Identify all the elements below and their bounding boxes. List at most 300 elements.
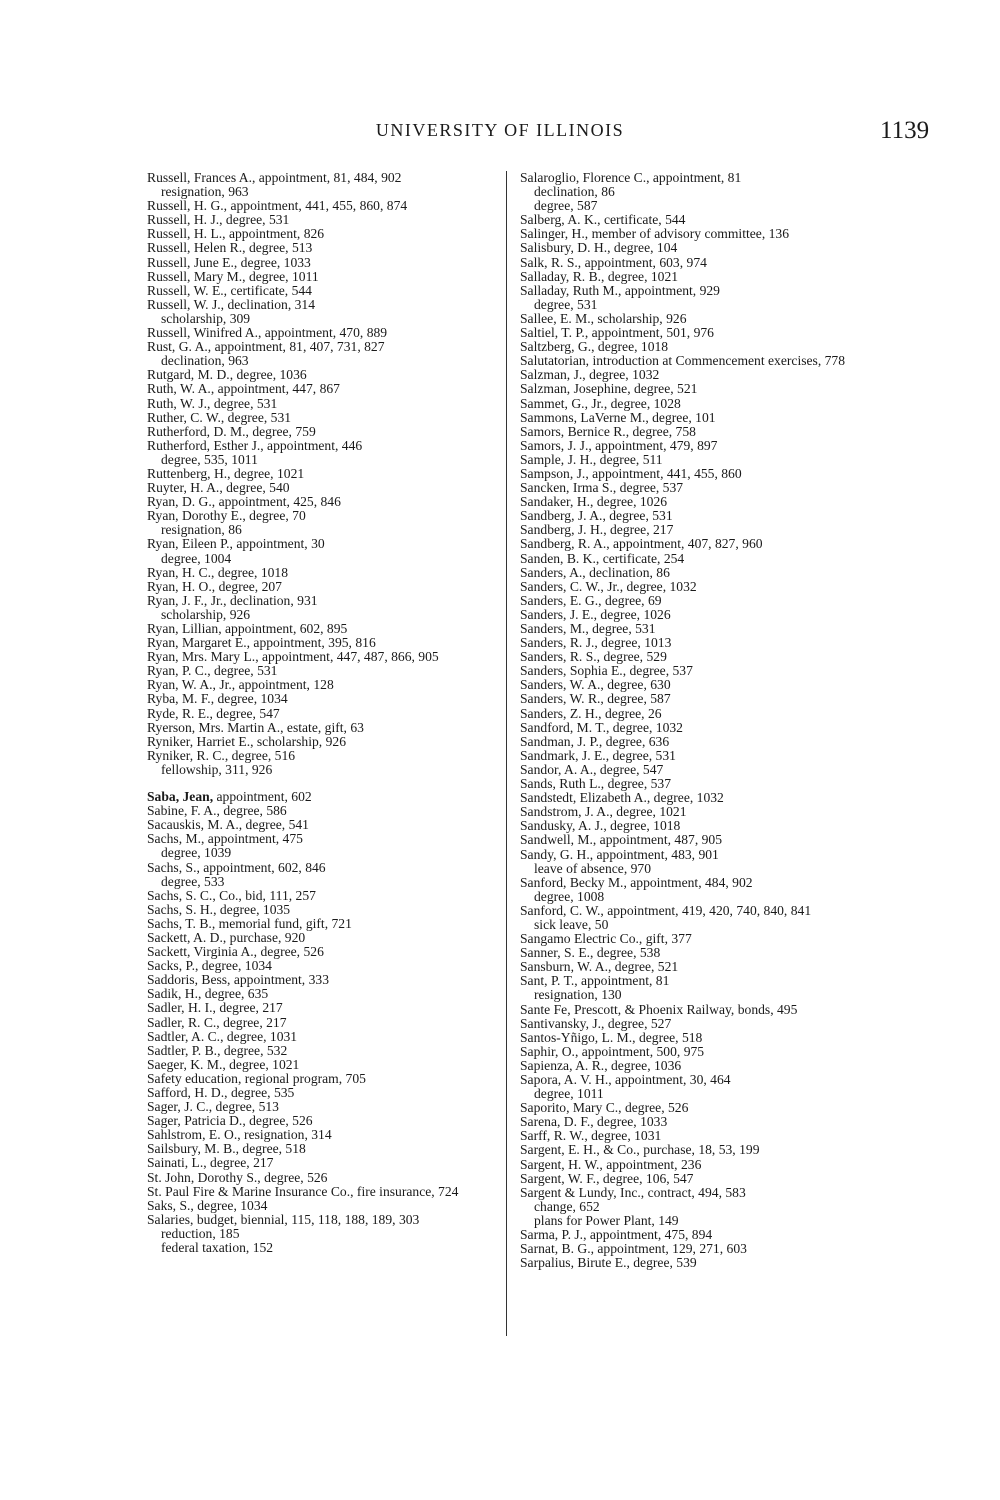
index-entry-text: Rutgard, M. D., degree, 1036	[147, 367, 307, 383]
index-entry-text: Sant, P. T., appointment, 81	[520, 973, 670, 989]
index-entry	[147, 368, 495, 382]
index-entry	[520, 1073, 870, 1087]
index-entry-text: appointment, 602	[216, 789, 312, 805]
index-entry-text: Sante Fe, Prescott, & Phoenix Railway, bonds, 495	[520, 1001, 798, 1017]
index-subentry	[147, 1227, 495, 1241]
index-entry	[147, 889, 495, 903]
index-entry-text: Sands, Ruth L., degree, 537	[520, 776, 672, 792]
index-entry-text: Sanders, E. G., degree, 69	[520, 592, 662, 608]
index-entry-text: scholarship, 926	[161, 606, 251, 622]
index-entry	[147, 298, 495, 312]
index-entry	[520, 636, 870, 650]
index-entry-text: resignation, 130	[534, 987, 622, 1003]
index-entry	[520, 749, 870, 763]
index-entry	[147, 1156, 495, 1170]
index-entry-text: Samors, Bernice R., degree, 758	[520, 423, 696, 439]
index-entry-text: Sager, J. C., degree, 513	[147, 1099, 279, 1115]
index-entry	[520, 1059, 870, 1073]
index-column-right	[520, 171, 870, 1270]
index-entry-text: degree, 533	[161, 873, 225, 889]
index-entry	[520, 537, 870, 551]
index-entry	[520, 580, 870, 594]
index-entry	[147, 270, 495, 284]
index-entry-text: Ryan, J. F., Jr., declination, 931	[147, 592, 318, 608]
index-entry-text: plans for Power Plant, 149	[534, 1212, 679, 1228]
index-entry-text: Safety education, regional program, 705	[147, 1070, 366, 1086]
index-entry	[520, 932, 870, 946]
index-entry-text: Sackett, A. D., purchase, 920	[147, 929, 306, 945]
index-entry	[520, 1228, 870, 1242]
index-entry-text: Sandwell, M., appointment, 487, 905	[520, 832, 723, 848]
index-entry	[147, 241, 495, 255]
index-entry	[520, 664, 870, 678]
index-entry-text: Sailsbury, M. B., degree, 518	[147, 1141, 306, 1157]
index-entry	[147, 1185, 495, 1199]
index-entry-text: Russell, W. E., certificate, 544	[147, 282, 312, 298]
index-column-left	[147, 171, 495, 1255]
index-entry	[147, 790, 495, 804]
index-entry-text: Saltzberg, G., degree, 1018	[520, 339, 669, 355]
index-entry	[147, 1044, 495, 1058]
index-entry	[147, 1199, 495, 1213]
index-entry-text: Sanders, J. E., degree, 1026	[520, 606, 671, 622]
index-entry-text: Saphir, O., appointment, 500, 975	[520, 1043, 705, 1059]
index-entry-text: Sampson, J., appointment, 441, 455, 860	[520, 465, 742, 481]
index-entry-text: St. John, Dorothy S., degree, 526	[147, 1169, 328, 1185]
index-entry	[147, 1128, 495, 1142]
index-entry-text: Salzman, Josephine, degree, 521	[520, 381, 698, 397]
index-entry	[520, 241, 870, 255]
index-entry-text: Sager, Patricia D., degree, 526	[147, 1113, 313, 1129]
index-entry-text: Sanders, M., degree, 531	[520, 621, 656, 636]
running-header: UNIVERSITY OF ILLINOIS	[375, 120, 625, 140]
index-entry-text: Sarff, R. W., degree, 1031	[520, 1128, 662, 1144]
index-subentry	[520, 298, 870, 312]
index-entry-text: Ruyter, H. A., degree, 540	[147, 480, 290, 496]
index-entry-text: St. Paul Fire & Marine Insurance Co., fire insurance, 724	[147, 1183, 459, 1199]
index-entry	[520, 326, 870, 340]
index-entry-text: Sacks, P., degree, 1034	[147, 958, 272, 974]
index-entry	[147, 1001, 495, 1015]
index-entry-text: resignation, 86	[161, 522, 242, 538]
index-entry	[520, 312, 870, 326]
index-entry-text: Samors, J. J., appointment, 479, 897	[520, 437, 718, 453]
index-entry	[147, 721, 495, 735]
index-entry-text: Sapienza, A. R., degree, 1036	[520, 1057, 682, 1073]
index-entry	[147, 1086, 495, 1100]
index-entry-text: Sahlstrom, E. O., resignation, 314	[147, 1127, 332, 1143]
page-number: 1139	[880, 117, 930, 144]
index-entry	[147, 537, 495, 551]
index-entry-text: degree, 535, 1011	[161, 451, 258, 467]
index-entry-text: Saks, S., degree, 1034	[147, 1197, 268, 1213]
index-entry	[520, 692, 870, 706]
index-entry	[520, 876, 870, 890]
index-entry	[520, 1242, 870, 1256]
index-entry-text: Sarnat, B. G., appointment, 129, 271, 603	[520, 1241, 747, 1257]
index-entry-text: Sanford, C. W., appointment, 419, 420, 740, 840, 841	[520, 902, 812, 918]
index-entry-text: Salladay, R. B., degree, 1021	[520, 268, 679, 284]
index-entry	[147, 931, 495, 945]
index-entry-text: Salaroglio, Florence C., appointment, 81	[520, 170, 742, 185]
index-entry-text: Ryan, H. O., degree, 207	[147, 578, 282, 594]
index-entry	[520, 227, 870, 241]
index-entry-text: Ryan, Lillian, appointment, 602, 895	[147, 621, 348, 636]
index-entry	[520, 566, 870, 580]
index-entry-text: declination, 963	[161, 353, 249, 369]
index-entry-text: Sanders, A., declination, 86	[520, 564, 670, 580]
index-entry	[147, 664, 495, 678]
index-entry-text: Sammet, G., Jr., degree, 1028	[520, 395, 681, 411]
index-entry	[147, 580, 495, 594]
index-entry-text: Sandberg, R. A., appointment, 407, 827, 960	[520, 536, 763, 552]
index-entry-text: Russell, Winifred A., appointment, 470, 889	[147, 325, 388, 341]
index-entry-text: Sandman, J. P., degree, 636	[520, 733, 670, 749]
index-entry	[147, 1030, 495, 1044]
index-entry-text: sick leave, 50	[534, 916, 609, 932]
index-entry-text: Sancken, Irma S., degree, 537	[520, 480, 684, 496]
index-entry	[147, 903, 495, 917]
index-entry-text: Ryniker, R. C., degree, 516	[147, 747, 296, 763]
index-entry-text: Sample, J. H., degree, 511	[520, 451, 663, 467]
index-entry-text: degree, 1039	[161, 845, 232, 861]
index-subentry	[147, 608, 495, 622]
index-entry	[147, 749, 495, 763]
index-entry	[520, 805, 870, 819]
column-divider	[506, 171, 507, 1336]
index-entry	[520, 974, 870, 988]
index-entry-text: Sanden, B. K., certificate, 254	[520, 550, 685, 566]
index-entry	[520, 495, 870, 509]
index-entry	[520, 1256, 870, 1270]
index-entry	[520, 354, 870, 368]
index-entry	[520, 552, 870, 566]
index-entry-text: Ryan, P. C., degree, 531	[147, 663, 278, 679]
index-entry-text: Saddoris, Bess, appointment, 333	[147, 972, 329, 988]
index-entry	[147, 566, 495, 580]
index-entry-text: Russell, Mary M., degree, 1011	[147, 268, 319, 284]
index-entry	[147, 594, 495, 608]
index-entry-text: Salisbury, D. H., degree, 104	[520, 240, 678, 256]
index-entry-text: Sacauskis, M. A., degree, 541	[147, 817, 309, 833]
index-entry	[147, 284, 495, 298]
index-entry-text: Sarena, D. F., degree, 1033	[520, 1114, 668, 1130]
index-entry-text: Rutherford, Esther J., appointment, 446	[147, 437, 363, 453]
index-entry	[147, 818, 495, 832]
index-entry	[147, 340, 495, 354]
index-subentry	[520, 1200, 870, 1214]
index-entry	[147, 397, 495, 411]
index-entry	[520, 763, 870, 777]
index-entry-text: Sachs, S. H., degree, 1035	[147, 901, 291, 917]
index-entry-text: Sachs, T. B., memorial fund, gift, 721	[147, 915, 352, 931]
index-entry	[520, 833, 870, 847]
index-subentry	[147, 312, 495, 326]
index-entry-text: Sanders, W. A., degree, 630	[520, 677, 671, 693]
index-entry-text: Sanders, Z. H., degree, 26	[520, 705, 662, 721]
index-entry-text: change, 652	[534, 1198, 600, 1214]
index-entry	[520, 707, 870, 721]
index-entry	[147, 199, 495, 213]
index-subentry	[147, 552, 495, 566]
index-entry	[147, 256, 495, 270]
index-entry	[520, 453, 870, 467]
index-entry	[147, 1114, 495, 1128]
index-entry	[147, 636, 495, 650]
index-subentry	[520, 988, 870, 1002]
index-entry-text: Russell, W. J., declination, 314	[147, 296, 316, 312]
index-entry	[520, 439, 870, 453]
index-entry-text: resignation, 963	[161, 184, 249, 200]
index-entry-text: Salberg, A. K., certificate, 544	[520, 212, 686, 228]
index-entry-text: Sargent & Lundy, Inc., contract, 494, 583	[520, 1184, 746, 1200]
index-entry	[147, 1058, 495, 1072]
index-entry-text: Salladay, Ruth M., appointment, 929	[520, 282, 720, 298]
index-entry	[147, 495, 495, 509]
index-subentry	[147, 523, 495, 537]
index-subentry	[147, 763, 495, 777]
index-subentry	[520, 862, 870, 876]
index-entry	[520, 411, 870, 425]
index-entry-text: Ryan, Eileen P., appointment, 30	[147, 536, 325, 552]
index-entry	[147, 973, 495, 987]
index-entry	[520, 1158, 870, 1172]
index-entry-text: Ryerson, Mrs. Martin A., estate, gift, 63	[147, 719, 364, 735]
index-entry	[147, 1171, 495, 1185]
index-entry-text: Rust, G. A., appointment, 81, 407, 731, 827	[147, 339, 385, 355]
index-entry-text: Sandberg, J. A., degree, 531	[520, 508, 673, 524]
index-entry-text: Sanders, C. W., Jr., degree, 1032	[520, 578, 697, 594]
index-entry-text: Ryde, R. E., degree, 547	[147, 705, 280, 721]
index-entry-text: Sanford, Becky M., appointment, 484, 902	[520, 874, 753, 890]
index-entry-text: Sarma, P. J., appointment, 475, 894	[520, 1227, 713, 1243]
index-entry	[520, 1003, 870, 1017]
index-entry-text: Sandor, A. A., degree, 547	[520, 761, 664, 777]
index-subentry	[147, 846, 495, 860]
index-entry-text: Sadler, H. I., degree, 217	[147, 1000, 283, 1016]
index-entry-text: Ryba, M. F., degree, 1034	[147, 691, 288, 707]
index-entry-text: federal taxation, 152	[161, 1240, 274, 1256]
index-entry-text: Ryan, Margaret E., appointment, 395, 816	[147, 635, 376, 651]
index-entry	[147, 227, 495, 241]
index-entry-text: Russell, H. J., degree, 531	[147, 212, 290, 228]
index-entry-text: Russell, Helen R., degree, 513	[147, 240, 313, 256]
index-entry-text: Sangamo Electric Co., gift, 377	[520, 931, 692, 947]
index-entry	[520, 340, 870, 354]
index-entry-text: reduction, 185	[161, 1225, 240, 1241]
index-entry-text: Sadik, H., degree, 635	[147, 986, 269, 1002]
index-entry	[147, 622, 495, 636]
index-subentry	[520, 199, 870, 213]
index-entry	[520, 1115, 870, 1129]
index-entry-text: degree, 1008	[534, 888, 605, 904]
index-entry-text: Sadtler, A. C., degree, 1031	[147, 1028, 298, 1044]
index-entry-text: Sabine, F. A., degree, 586	[147, 803, 287, 819]
index-entry	[520, 397, 870, 411]
index-entry-text: Salaries, budget, biennial, 115, 118, 188, 189, 303	[147, 1211, 420, 1227]
index-entry-text: degree, 1004	[161, 550, 232, 566]
index-subentry	[147, 875, 495, 889]
index-entry-text: Sanders, W. R., degree, 587	[520, 691, 671, 707]
index-entry	[520, 608, 870, 622]
index-entry-text: Ruth, W. J., degree, 531	[147, 395, 278, 411]
index-subentry	[520, 890, 870, 904]
index-entry-text: fellowship, 311, 926	[161, 761, 273, 777]
index-entry-text: Sanders, R. J., degree, 1013	[520, 635, 672, 651]
index-entry	[147, 425, 495, 439]
index-entry-text: Sammons, LaVerne M., degree, 101	[520, 409, 716, 425]
index-entry-text: Sadtler, P. B., degree, 532	[147, 1042, 288, 1058]
index-entry	[520, 904, 870, 918]
index-entry-text: Sandusky, A. J., degree, 1018	[520, 818, 681, 834]
index-subentry	[147, 453, 495, 467]
index-entry-text: Sallee, E. M., scholarship, 926	[520, 310, 687, 326]
index-entry	[147, 481, 495, 495]
index-entry	[147, 650, 495, 664]
index-entry-text: Sachs, S. C., Co., bid, 111, 257	[147, 887, 316, 903]
index-entry-text: Saeger, K. M., degree, 1021	[147, 1056, 300, 1072]
index-subentry	[147, 354, 495, 368]
index-entry-text: Ruther, C. W., degree, 531	[147, 409, 292, 425]
index-entry	[147, 987, 495, 1001]
index-entry-text: Sapora, A. V. H., appointment, 30, 464	[520, 1072, 731, 1087]
index-entry	[147, 735, 495, 749]
index-entry-text: Ryan, D. G., appointment, 425, 846	[147, 494, 341, 510]
index-entry	[520, 368, 870, 382]
index-entry-text: Saltiel, T. P., appointment, 501, 976	[520, 325, 714, 341]
index-entry	[520, 481, 870, 495]
index-entry-text: Ryniker, Harriet E., scholarship, 926	[147, 733, 346, 749]
index-entry	[147, 861, 495, 875]
index-entry	[520, 791, 870, 805]
index-entry	[520, 777, 870, 791]
index-entry	[147, 959, 495, 973]
index-entry	[520, 678, 870, 692]
index-subentry	[520, 918, 870, 932]
index-entry	[520, 1143, 870, 1157]
index-entry	[147, 326, 495, 340]
index-entry-text: Sackett, Virginia A., degree, 526	[147, 944, 324, 960]
index-entry-text: Sachs, S., appointment, 602, 846	[147, 859, 326, 875]
index-entry-text: scholarship, 309	[161, 310, 251, 326]
index-entry-text: Ruttenberg, H., degree, 1021	[147, 465, 305, 481]
index-entry	[147, 678, 495, 692]
index-entry	[520, 650, 870, 664]
index-entry-text: Sadler, R. C., degree, 217	[147, 1014, 287, 1030]
index-entry-text: degree, 587	[534, 198, 598, 214]
index-entry	[520, 509, 870, 523]
index-entry-text: Sandstedt, Elizabeth A., degree, 1032	[520, 790, 724, 806]
index-entry-text: Salzman, J., degree, 1032	[520, 367, 660, 383]
index-entry	[520, 946, 870, 960]
index-entry	[147, 945, 495, 959]
index-entry-text: Sargent, E. H., & Co., purchase, 18, 53, 199	[520, 1142, 760, 1158]
index-entry	[520, 1186, 870, 1200]
index-entry	[520, 382, 870, 396]
index-entry-text: Russell, H. L., appointment, 826	[147, 226, 325, 242]
index-entry-text: Russell, H. G., appointment, 441, 455, 860, 874	[147, 198, 408, 214]
index-entry-text: Sanders, Sophia E., degree, 537	[520, 663, 693, 679]
index-entry	[520, 284, 870, 298]
index-entry-text: Salk, R. S., appointment, 603, 974	[520, 254, 707, 270]
index-entry-text: degree, 1011	[534, 1086, 604, 1102]
index-entry-text: Russell, Frances A., appointment, 81, 484, 902	[147, 170, 402, 185]
index-entry-text: Sandy, G. H., appointment, 483, 901	[520, 846, 719, 862]
index-entry	[520, 171, 870, 185]
index-entry	[147, 509, 495, 523]
index-entry	[520, 1172, 870, 1186]
index-entry	[147, 692, 495, 706]
index-entry-text: Santivansky, J., degree, 527	[520, 1015, 672, 1031]
index-entry-text: Sandaker, H., degree, 1026	[520, 494, 668, 510]
index-entry	[520, 848, 870, 862]
index-entry	[520, 270, 870, 284]
index-entry	[147, 917, 495, 931]
index-entry-text: Safford, H. D., degree, 535	[147, 1085, 295, 1100]
index-entry	[147, 1213, 495, 1227]
index-entry	[520, 819, 870, 833]
index-entry	[147, 467, 495, 481]
index-entry	[520, 735, 870, 749]
index-subentry	[520, 1214, 870, 1228]
index-entry-text: Sansburn, W. A., degree, 521	[520, 959, 679, 975]
index-entry	[520, 213, 870, 227]
index-entry-text: Sachs, M., appointment, 475	[147, 831, 303, 847]
index-entry	[147, 382, 495, 396]
index-entry-text: Sandberg, J. H., degree, 217	[520, 522, 674, 538]
index-entry	[147, 171, 495, 185]
index-entry-text: Ryan, W. A., Jr., appointment, 128	[147, 677, 334, 693]
index-entry	[147, 1142, 495, 1156]
index-entry	[520, 467, 870, 481]
index-entry-text: Sandford, M. T., degree, 1032	[520, 719, 683, 735]
index-entry	[520, 622, 870, 636]
index-entry-text: degree, 531	[534, 296, 598, 312]
index-subentry	[520, 185, 870, 199]
index-entry-text: Salutatorian, introduction at Commencement exercises, 778	[520, 353, 846, 369]
index-entry-text: Sainati, L., degree, 217	[147, 1155, 274, 1171]
index-entry	[147, 832, 495, 846]
index-subentry	[147, 1241, 495, 1255]
index-entry	[147, 439, 495, 453]
index-entry	[147, 1016, 495, 1030]
index-entry	[147, 707, 495, 721]
index-entry	[147, 1100, 495, 1114]
index-entry-text: declination, 86	[534, 184, 615, 200]
index-entry-text: Sanders, R. S., degree, 529	[520, 649, 667, 665]
index-entry-text: Ruth, W. A., appointment, 447, 867	[147, 381, 340, 397]
index-entry	[520, 1129, 870, 1143]
index-entry-text: Sargent, W. F., degree, 106, 547	[520, 1170, 694, 1186]
index-entry	[147, 1072, 495, 1086]
index-entry-text: Santos-Yñigo, L. M., degree, 518	[520, 1029, 703, 1045]
index-entry-text: Sarpalius, Birute E., degree, 539	[520, 1255, 697, 1271]
index-entry	[520, 960, 870, 974]
index-entry	[520, 523, 870, 537]
index-entry	[520, 425, 870, 439]
index-entry	[520, 1045, 870, 1059]
index-entry-text: Ryan, Mrs. Mary L., appointment, 447, 487, 866, 905	[147, 649, 439, 665]
index-entry-text: Rutherford, D. M., degree, 759	[147, 423, 316, 439]
index-entry	[520, 256, 870, 270]
index-subentry	[520, 1087, 870, 1101]
index-entry	[520, 594, 870, 608]
index-entry	[147, 213, 495, 227]
index-entry-text: Ryan, H. C., degree, 1018	[147, 564, 289, 580]
index-entry-text: Ryan, Dorothy E., degree, 70	[147, 508, 306, 524]
index-entry-text: Sanner, S. E., degree, 538	[520, 945, 661, 961]
index-entry-text: Salinger, H., member of advisory committee, 136	[520, 226, 790, 242]
